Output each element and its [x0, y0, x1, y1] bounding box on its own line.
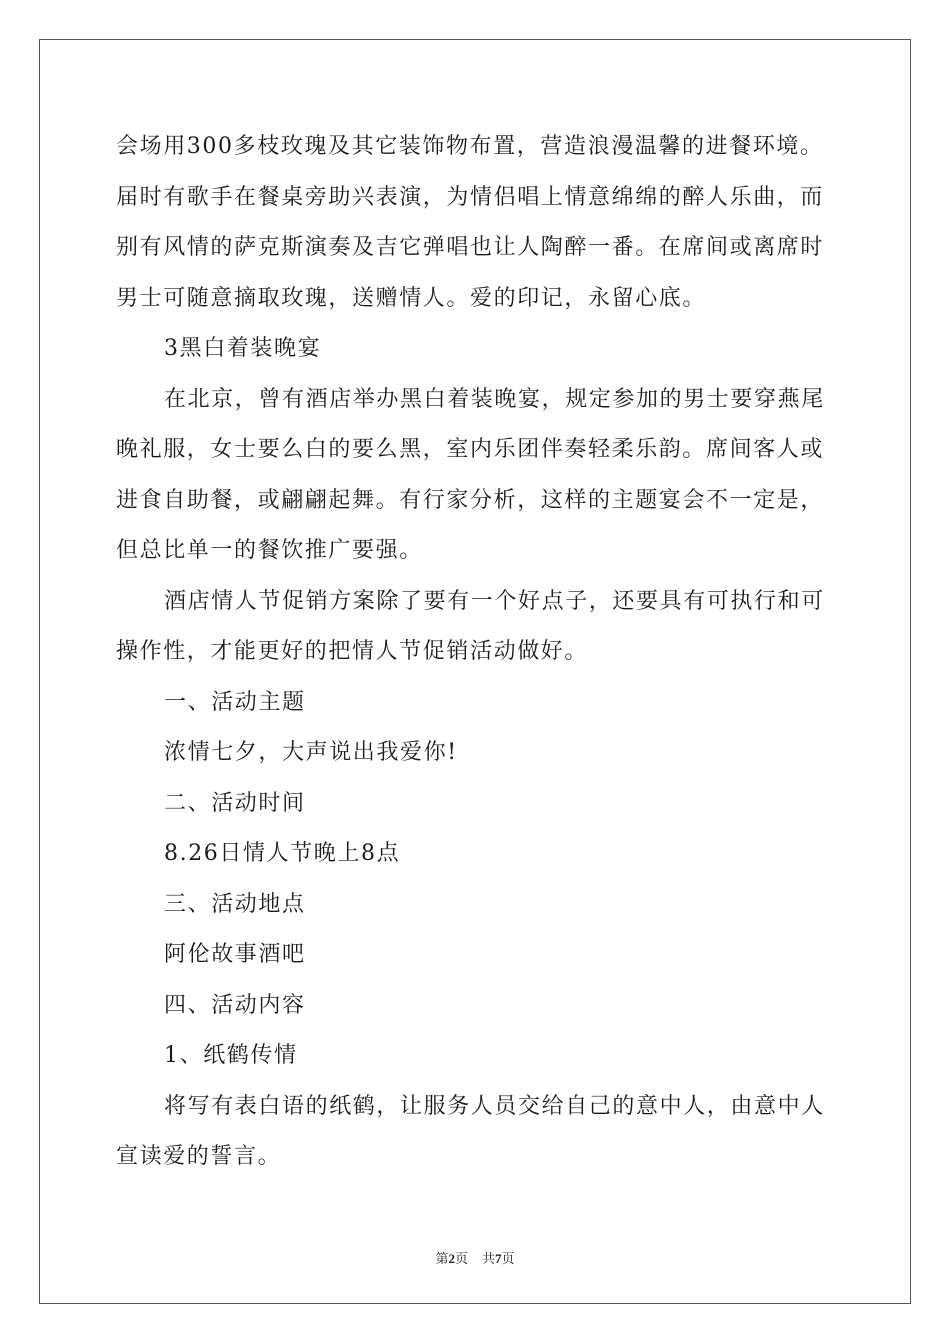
- total-pages: 7: [495, 1251, 502, 1266]
- total-suffix: 页: [501, 1251, 515, 1266]
- section-heading: 四、活动内容: [164, 992, 306, 1018]
- total-prefix: 共: [482, 1251, 496, 1266]
- page-footer: [0, 1248, 950, 1267]
- body-line: 届时有歌手在餐桌旁助兴表演，为情侣唱上情意绵绵的醉人乐曲，而: [116, 184, 825, 210]
- subsection-heading: 1、纸鹤传情: [164, 1043, 298, 1068]
- body-line: 男士可随意摘取玫瑰，送赠情人。爱的印记，永留心底。: [116, 285, 707, 311]
- body-line: 操作性，才能更好的把情人节促销活动做好。: [116, 639, 589, 664]
- body-line: 将写有表白语的纸鹤，让服务人员交给自己的意中人，由意中人: [164, 1093, 825, 1119]
- page-number: 2: [448, 1251, 455, 1266]
- body-line: 晚礼服，女士要么白的要么黑，室内乐团伴奏轻柔乐韵。席间客人或: [116, 437, 825, 462]
- body-line: 8.26日情人节晚上8点: [164, 841, 401, 866]
- section-heading: 二、活动时间: [164, 790, 306, 816]
- section-heading: 三、活动地点: [164, 891, 306, 917]
- body-line: 酒店情人节促销方案除了要有一个好点子，还要具有可执行和可: [164, 588, 825, 614]
- body-line: 浓情七夕，大声说出我爱你!: [164, 740, 458, 765]
- page-suffix: 页: [454, 1251, 468, 1266]
- body-line: 进食自助餐，或翩翩起舞。有行家分析，这样的主题宴会不一定是，: [116, 487, 825, 513]
- document-body: [116, 122, 836, 1183]
- body-line: 别有风情的萨克斯演奏及吉它弹唱也让人陶醉一番。在席间或离席时: [116, 235, 825, 260]
- body-line: 会场用300多枝玫瑰及其它装饰物布置，营造浪漫温馨的进餐环境。: [116, 134, 824, 159]
- body-line: 宣读爱的誓言。: [116, 1144, 282, 1169]
- section-heading: 一、活动主题: [164, 689, 306, 715]
- body-line: 但总比单一的餐饮推广要强。: [116, 538, 423, 563]
- section-heading: 3黑白着装晚宴: [164, 336, 322, 361]
- body-line: 在北京，曾有酒店举办黑白着装晚宴，规定参加的男士要穿燕尾: [164, 386, 825, 412]
- page-prefix: 第: [435, 1251, 449, 1266]
- body-line: 阿伦故事酒吧: [164, 942, 306, 967]
